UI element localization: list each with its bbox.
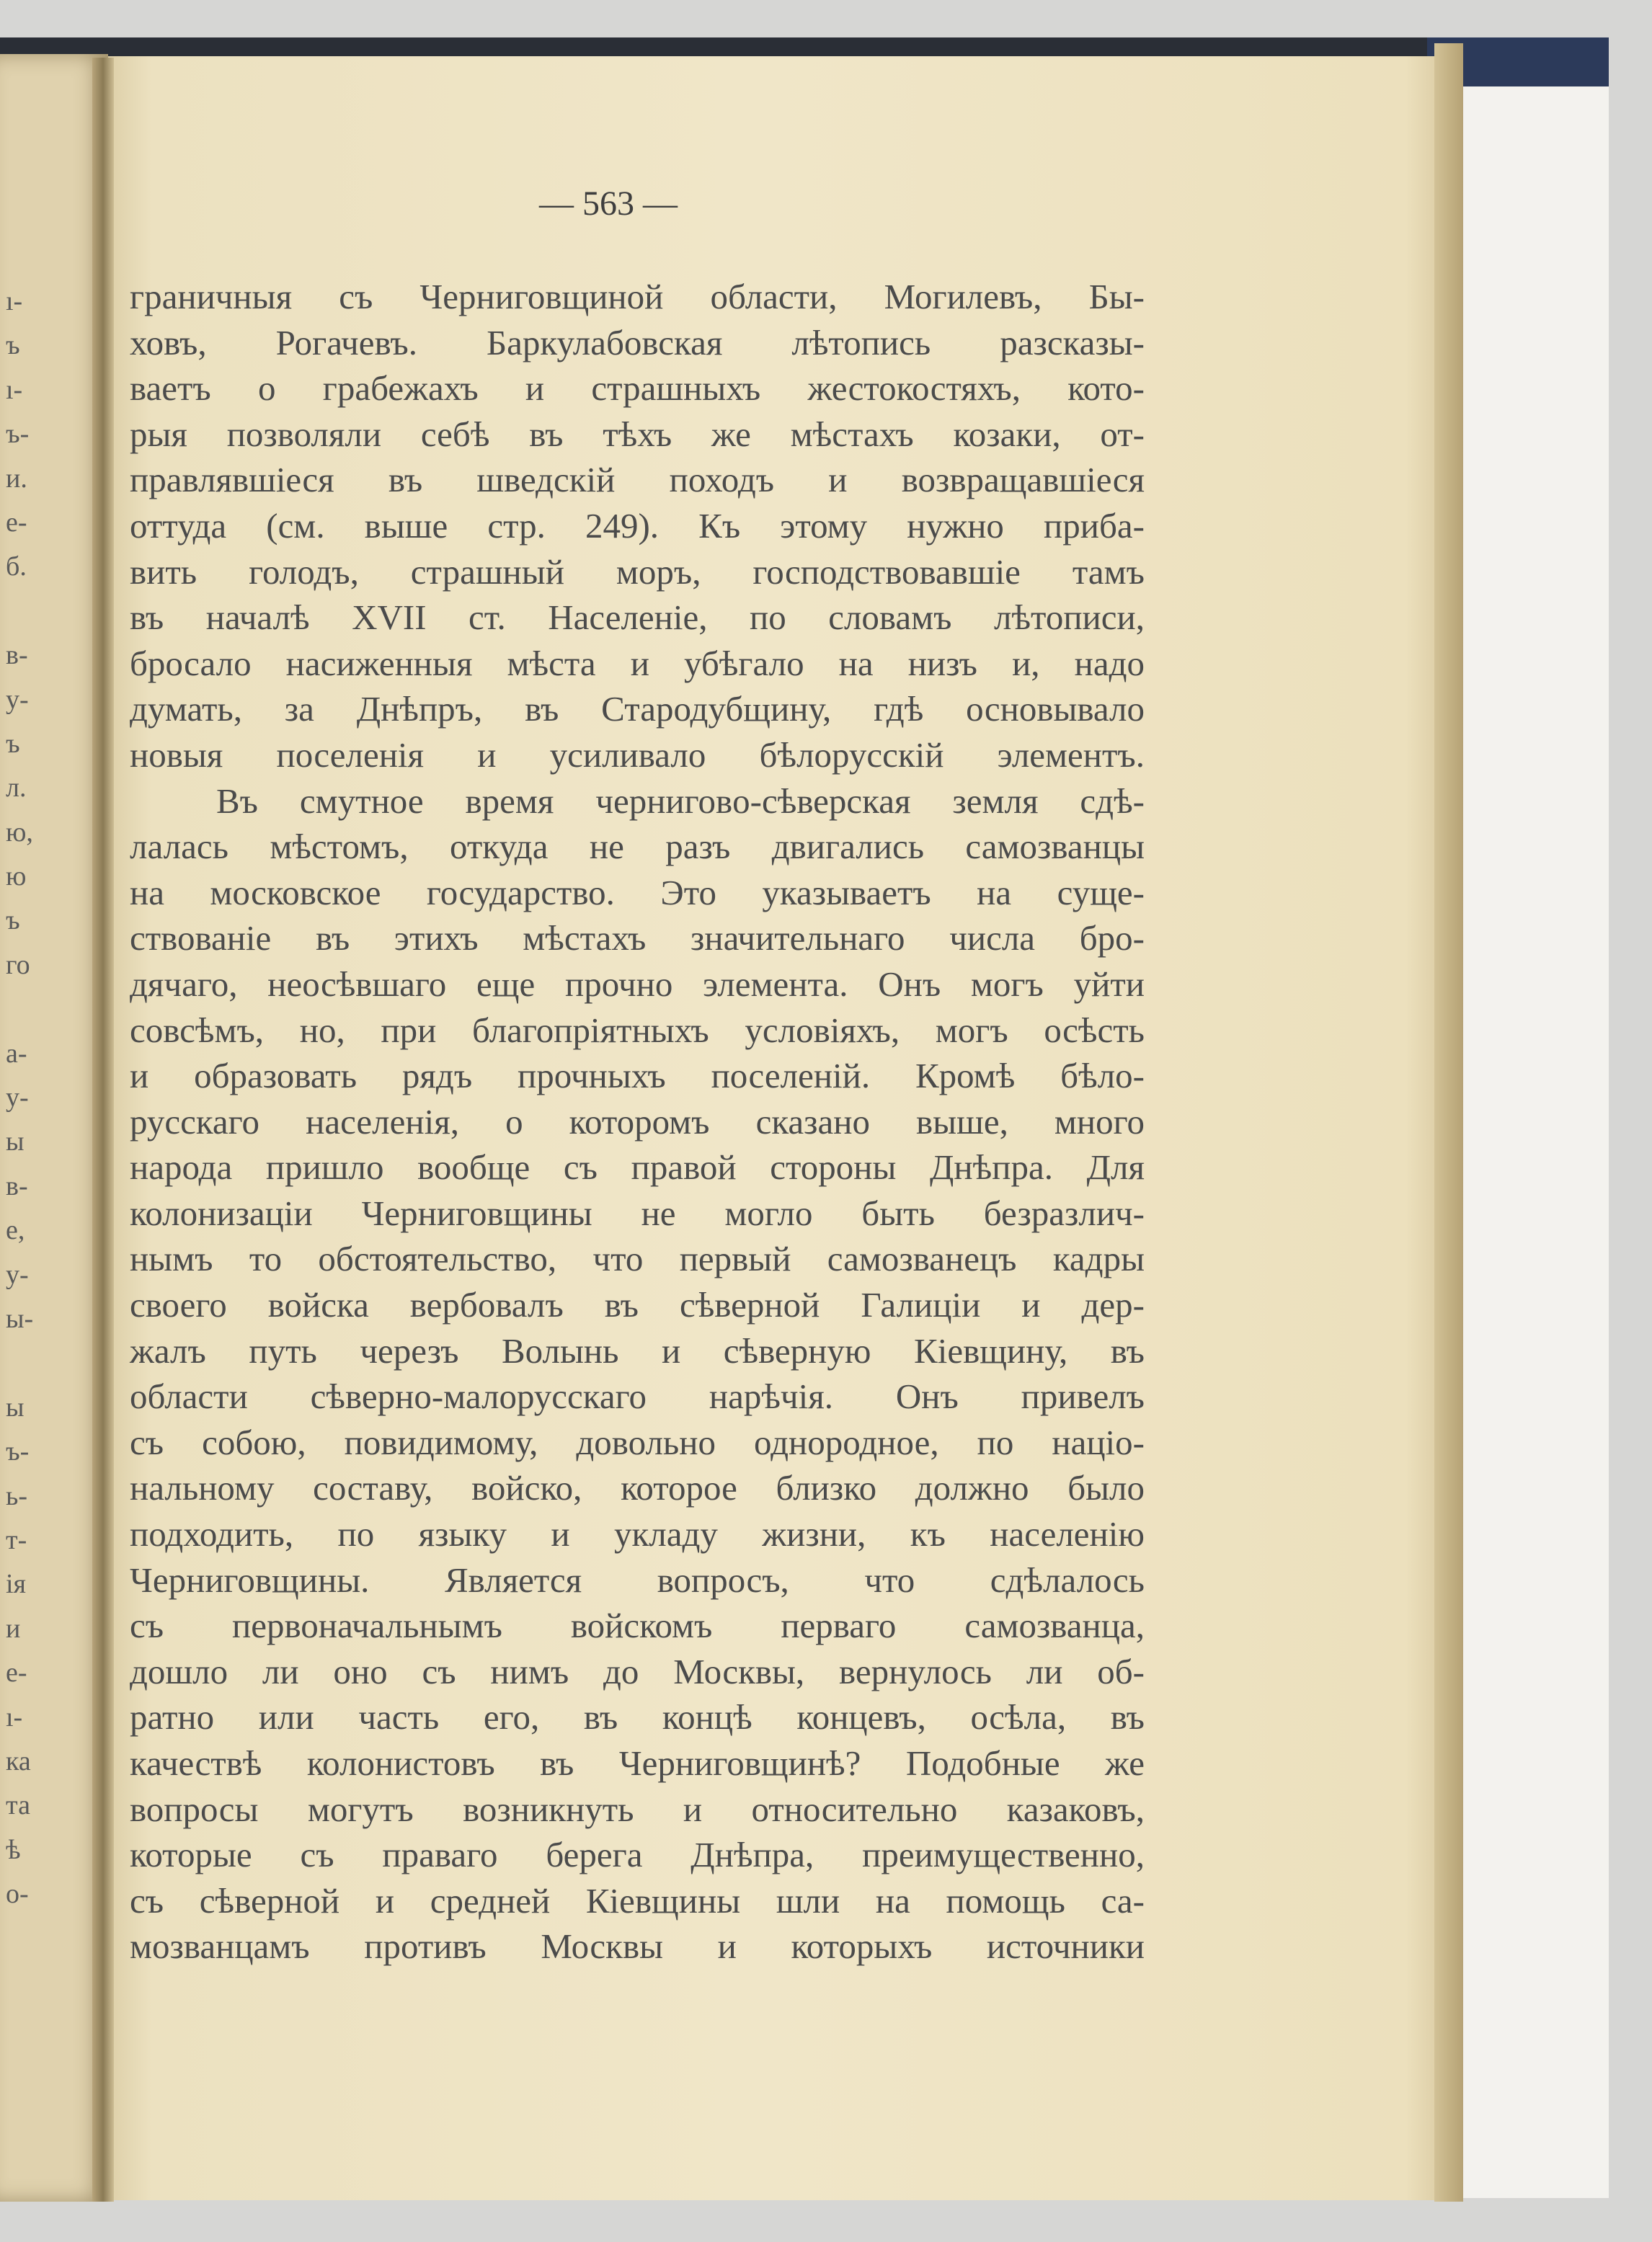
text-line: которые съ праваго берега Днѣпра, преимущественно, [130,1835,1145,1875]
margin-fragment: ъ- [6,419,30,450]
text-line: думать, за Днѣпръ, въ Стародубщину, гдѣ основывало [130,689,1145,729]
margin-fragment: ь- [6,1480,27,1511]
text-line: съ сѣверной и средней Кіевщины шли на помощь са- [130,1880,1145,1921]
margin-fragment [6,1341,35,1385]
margin-fragment: и. [6,463,27,494]
text-line: русскаго населенія, о которомъ сказано выше, много [130,1101,1145,1142]
margin-fragment: ъ- [6,1436,30,1467]
text-line: вить голодъ, страшный моръ, господствовавшіе тамъ [130,551,1145,592]
text-line: съ первоначальнымъ войскомъ перваго самозванца, [130,1606,1145,1646]
margin-fragment: у- [6,1082,29,1113]
text-line: области сѣверно-малорусскаго нарѣчія. Онъ привелъ [130,1376,1145,1417]
margin-fragment: л. [6,773,27,804]
text-line: жалъ путь черезъ Волынь и сѣверную Кіевщину, въ [130,1330,1145,1371]
margin-fragment: е- [6,1658,27,1689]
margin-fragment: а- [6,1038,27,1069]
text-line: оттуда (см. выше стр. 249). Къ этому нужно приба- [130,505,1145,546]
page-edge [1434,43,1463,2202]
margin-fragment: у- [6,684,29,715]
margin-fragment: б. [6,551,27,582]
margin-fragment: та [6,1790,30,1821]
text-line: дячаго, неосѣвшаго еще прочно элемента. Онъ могъ уйти [130,964,1145,1004]
margin-fragment: о- [6,1879,29,1910]
text-line: лалась мѣстомъ, откуда не разъ двигались самозванцы [130,827,1145,867]
margin-fragment: ı- [6,1701,23,1732]
text-line: новыя поселенія и усиливало бѣлорусскій элементъ. [130,734,1145,775]
margin-fragment: ы- [6,1303,34,1334]
page-number: — 563 — [539,184,678,223]
text-line: въ началѣ XVII ст. Населеніе, по словамъ лѣтописи, [130,597,1145,638]
margin-fragment: т- [6,1524,27,1555]
text-line: рыя позволяли себѣ въ тѣхъ же мѣстахъ козаки, от- [130,414,1145,454]
text-line: на московское государство. Это указываетъ на суще- [130,872,1145,912]
text-line: нымъ то обстоятельство, что первый самозванецъ кадры [130,1239,1145,1279]
body-text [130,274,1145,1970]
margin-fragment: ы [6,1392,25,1423]
text-line: бросало насиженныя мѣста и убѣгало на низъ и, надо [130,643,1145,683]
text-line: правлявшіеся въ шведскій походъ и возвращавшіеся [130,460,1145,500]
text-line: нальному составу, войско, которое близко должно было [130,1468,1145,1508]
text-line: вопросы могутъ возникнуть и относительно казаковъ, [130,1789,1145,1829]
text-line: мозванцамъ противъ Москвы и которыхъ источники [130,1926,1145,1967]
margin-fragment: ѣ [6,1834,21,1865]
margin-fragment: и [6,1613,21,1644]
margin-fragment: ъ [6,330,20,361]
margin-fragment: у- [6,1259,29,1290]
margin-fragment: ю [6,861,27,892]
margin-fragment: ка [6,1745,31,1776]
text-line: граничныя съ Черниговщиной области, Могилевъ, Бы- [130,277,1145,316]
text-line: колонизаціи Черниговщины не могло быть безразлич- [130,1193,1145,1233]
background-paper [1462,86,1609,2198]
text-line: своего войска вербовалъ въ сѣверной Галиціи и дер- [130,1285,1145,1325]
margin-fragment: в- [6,640,28,671]
margin-fragment: ı- [6,374,23,405]
margin-fragment: е- [6,507,27,538]
margin-fragment: в- [6,1170,28,1201]
margin-fragment: ы [6,1126,25,1157]
margin-fragment: ı- [6,286,23,316]
text-line: дошло ли оно съ нимъ до Москвы, вернулось ли об- [130,1651,1145,1691]
margin-fragment [6,987,35,1031]
text-line: качествѣ колонистовъ въ Черниговщинѣ? Подобные же [130,1743,1145,1783]
text-line: и образовать рядъ прочныхъ поселеній. Кромѣ бѣло- [130,1056,1145,1096]
margin-fragment: ю, [6,817,33,848]
text-line: ствованіе въ этихъ мѣстахъ значительнаго числа бро- [130,918,1145,958]
margin-fragment: ъ [6,905,20,936]
text-line: народа пришло вообще съ правой стороны Днѣпра. Для [130,1147,1145,1188]
text-line: ваетъ о грабежахъ и страшныхъ жестокостяхъ, кото- [130,368,1145,409]
margin-fragment: ія [6,1569,27,1600]
margin-fragment [6,590,35,633]
book-gutter [92,58,114,2202]
text-line: Въ смутное время черниговo-сѣверская земля сдѣ- [216,780,1145,821]
margin-fragment: го [6,949,30,980]
margin-fragment: е, [6,1215,25,1246]
text-line: подходить, по языку и укладу жизни, къ населенію [130,1514,1145,1554]
text-line: Черниговщины. Является вопросъ, что сдѣлалось [130,1560,1145,1600]
text-line: съ собою, повидимому, довольно однородное, по націо- [130,1422,1145,1462]
text-line: ратно или часть его, въ концѣ концевъ, осѣла, въ [130,1697,1145,1738]
text-line: ховъ, Рогачевъ. Баркулабовская лѣтопись разсказы- [130,322,1145,362]
margin-fragment: ъ [6,728,20,759]
text-line: совсѣмъ, но, при благопріятныхъ условіяхъ, могъ осѣсть [130,1010,1145,1050]
left-page-margin-text [6,280,35,1916]
